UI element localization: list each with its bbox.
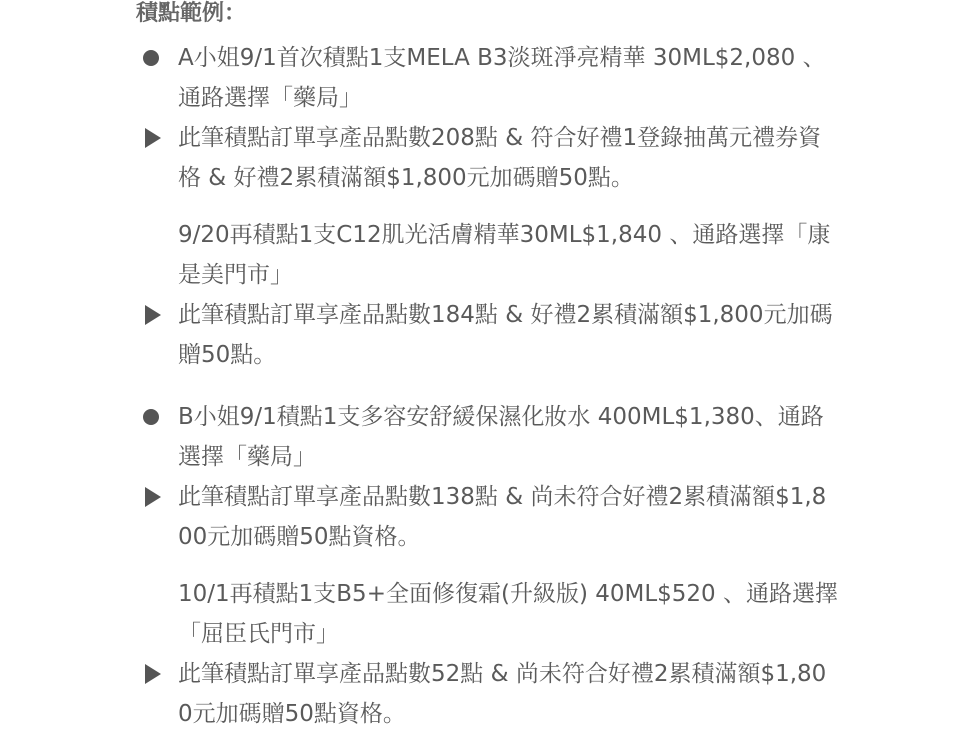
- bullet-dot-icon: [142, 38, 162, 78]
- bullet-dot-icon: [142, 397, 162, 437]
- section-title: 積點範例：: [136, 1, 247, 26]
- triangle-right-icon: [142, 118, 162, 158]
- triangle-right-icon: [142, 295, 162, 335]
- triangle-right-icon: [142, 654, 162, 694]
- example-a-followup-result: [178, 295, 838, 375]
- example-b-followup-result: [178, 654, 838, 734]
- example-a-result-text: 此筆積點訂單享產品點數208點 & 符合好禮1登錄抽萬元禮券資格 & 好禮2累積滿額$1,800元加碼贈50點。: [178, 125, 822, 191]
- example-b-followup: [178, 574, 838, 654]
- example-a-followup-text: 9/20再積點1支C12肌光活膚精華30ML$1,840 、通路選擇「康是美門市」: [178, 222, 831, 288]
- example-b-followup-result-text: 此筆積點訂單享產品點數52點 & 尚未符合好禮2累積滿額$1,800元加碼贈50點資格。: [178, 661, 827, 727]
- example-a-followup-result-text: 此筆積點訂單享產品點數184點 & 好禮2累積滿額$1,800元加碼贈50點。: [178, 302, 833, 368]
- example-b-purchase: [178, 397, 838, 477]
- example-a-followup: [178, 215, 838, 295]
- example-b-result-text: 此筆積點訂單享產品點數138點 & 尚未符合好禮2累積滿額$1,800元加碼贈50點資格。: [178, 484, 827, 550]
- example-a-purchase: [178, 38, 838, 118]
- example-a-result: [178, 118, 838, 198]
- triangle-right-icon: [142, 477, 162, 517]
- example-b-result: [178, 477, 838, 557]
- example-b-purchase-text: B小姐9/1積點1支多容安舒緩保濕化妝水 400ML$1,380、通路選擇「藥局」: [178, 404, 824, 470]
- example-b-followup-text: 10/1再積點1支B5+全面修復霜(升級版) 40ML$520 、通路選擇「屈臣氏門市」: [178, 581, 838, 647]
- example-a-purchase-text: A小姐9/1首次積點1支MELA B3淡斑淨亮精華 30ML$2,080 、通路選擇「藥局」: [178, 45, 826, 111]
